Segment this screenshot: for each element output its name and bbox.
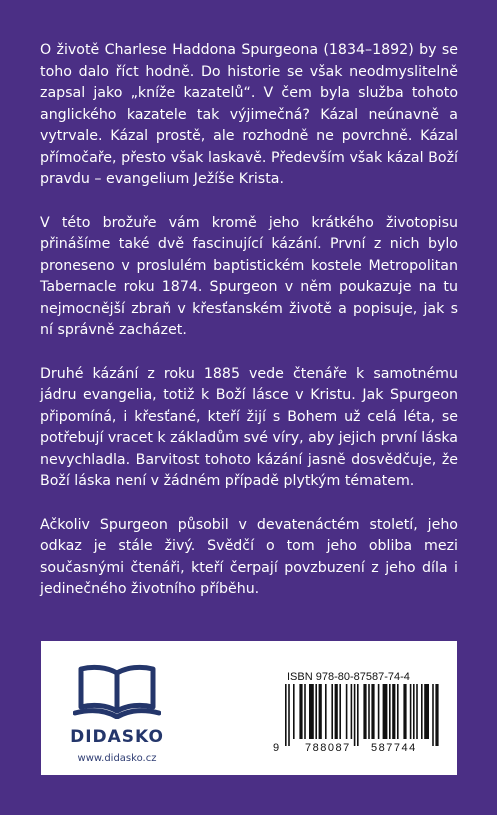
publisher-panel [41,641,457,775]
open-book-icon [73,661,161,719]
barcode-digits-right: 587744 [371,742,417,754]
publisher-logo [63,661,171,764]
barcode-image [271,684,443,754]
blurb-text [40,40,458,623]
blurb-paragraph-2: V této brožuře vám kromě jeho krátkého životopisu přinášíme také dvě fascinující kázání. První z nich bylo proneseno v proslulém baptistickém kostele Metropolitan Tabernacle roku 1874. Spurgeon v něm poukazuje na tu nejmocnější zbraň v křesťanském životě a popisuje, jak s ní správně zacházet. [40,214,458,338]
blurb-paragraph-1: O životě Charlese Haddona Spurgeona (1834–1892) by se toho dalo říct hodně. Do historie se však neodmyslitelně zapsal jako „kníže kazatelů“. V čem byla služba tohoto anglického kazatele tak výjimečná? Kázal neúnavně a vytrvale. Kázal prostě, ale rozhodně ne povrchně. Kázal přímočaře, přesto však laskavě. Především však kázal Boží pravdu – evangelium Ježíše Krista. [40,42,458,187]
barcode-digits-left: 788087 [305,742,351,754]
barcode-bars [285,684,439,746]
blurb-paragraph-3: Druhé kázání z roku 1885 vede čtenáře k samotnému jádru evangelia, totiž k Boží lásce v Kristu. Jak Spurgeon připomíná, i křesťané, kteří žijí s Bohem už celá léta, se potřebují vracet k základům své víry, aby jejich první láska nevychladla. Barvitost tohoto kázání jasně dosvědčuje, že Boží láska není v žádném případě plytkým tématem. [40,365,458,489]
publisher-name: DIDASKO [70,727,164,747]
publisher-url: www.didasko.cz [77,753,157,764]
blurb-paragraph-4: Ačkoliv Spurgeon působil v devatenáctém století, jeho odkaz je stále živý. Svědčí o tom jeho obliba mezi současnými čtenáři, kteří čerpají povzbuzení z jeho díla i jedinečného životního příběhu. [40,516,458,597]
isbn-barcode [271,671,443,767]
isbn-label: ISBN 978-80-87587-74-4 [287,671,410,683]
barcode-digit-first: 9 [273,742,280,754]
